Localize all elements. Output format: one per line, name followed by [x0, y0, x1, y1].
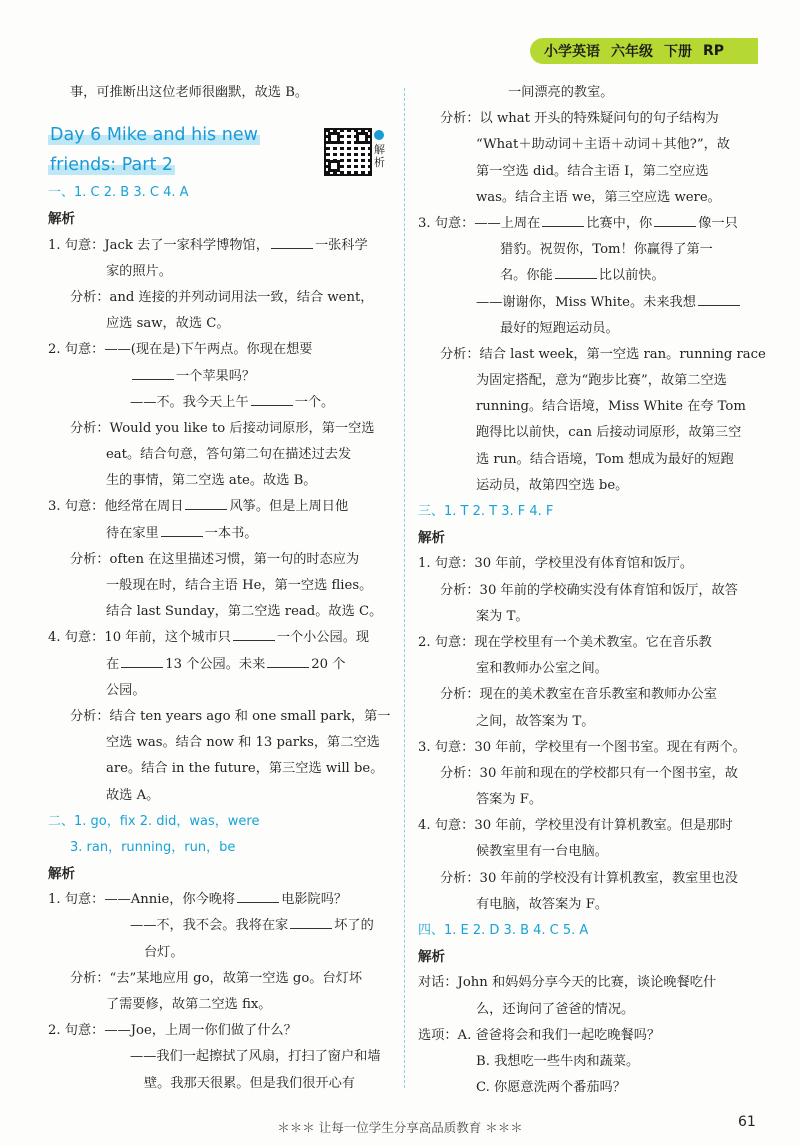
- jiexi-heading-4: 解析: [418, 949, 445, 966]
- q3-line2: 待在家里 一本书。: [48, 521, 408, 547]
- t3-analysis-2: 答案为 F。: [476, 792, 543, 808]
- qr-label: 解析: [374, 130, 388, 169]
- p1-line3: 台灯。: [144, 944, 184, 960]
- p3-line1: 3. 句意：——上周在 比赛中，你 像一只: [418, 211, 778, 237]
- q2-line2: 一个苹果吗？: [48, 364, 408, 390]
- right-column: [418, 80, 778, 1101]
- q3-analysis-2: 一般现在时，结合主语 He，第一空选 flies。: [106, 578, 373, 593]
- q4-analysis-3: are。结合 in the future，第三空选 will be。: [106, 761, 384, 777]
- p1-line1: 1. 句意：——Annie，你今晚将 电影院吗？: [48, 887, 408, 913]
- t2-line1: 2. 句意：现在学校里有一个美术教室。它在音乐教: [418, 634, 712, 650]
- section2-answers-2: 3. ran，running，run，be: [70, 839, 236, 855]
- q2-line1: 2. 句意：——(现在是)下午两点。你现在想要: [48, 342, 313, 358]
- qr-code-icon[interactable]: [324, 128, 372, 176]
- option-b: B. 我想吃一些牛肉和蔬菜。: [476, 1053, 640, 1069]
- q4-analysis-2: 空选 was。结合 now 和 13 parks，第二空选: [106, 735, 380, 751]
- t4-analysis-1: 分析：30 年前的学校没有计算机教室，教室里也没: [440, 870, 738, 886]
- q2-analysis-1: 分析：Would you like to 后接动词原形，第一空选: [70, 420, 375, 436]
- play-icon: [374, 130, 384, 140]
- jiexi-heading-3: 解析: [418, 530, 445, 547]
- p3-line5: 最好的短跑运动员。: [500, 320, 619, 336]
- section3-answers: 三、1. T 2. T 3. F 4. F: [418, 504, 554, 519]
- t1-analysis-1: 分析：30 年前的学校确实没有体育馆和饭厅，故答: [440, 582, 738, 598]
- p2-analysis-3: 第一空选 did。结合主语 I，第二空应选: [476, 163, 709, 179]
- q4-line2: 在 13 个公园。未来 20 个: [48, 652, 408, 678]
- q4-analysis-4: 故选 A。: [106, 787, 160, 803]
- footer-slogan: ＊＊＊ 让每一位学生分享高品质教育 ＊＊＊: [277, 1120, 523, 1135]
- p3-line3: 名。你能 比以前快。: [418, 263, 778, 289]
- t2-analysis-1: 分析：现在的美术教室在音乐教室和教师办公室: [440, 687, 717, 703]
- jiexi-heading: 解析: [48, 211, 75, 228]
- p3-analysis-2: 为固定搭配，意为“跑步比赛”，故第二空选: [476, 373, 727, 389]
- t2-analysis-2: 之间，故答案为 T。: [476, 713, 595, 729]
- p3-analysis-1: 分析：结合 last week，第一空选 ran。running race: [440, 346, 766, 362]
- t1-analysis-2: 案为 T。: [476, 608, 529, 624]
- p3-analysis-6: 运动员，故第四空选 be。: [476, 477, 629, 493]
- t3-analysis-1: 分析：30 年前和现在的学校都只有一个图书室，故: [440, 765, 738, 781]
- header-volume: 下册: [664, 44, 692, 60]
- section4-answers: 四、1. E 2. D 3. B 4. C 5. A: [418, 923, 589, 938]
- page-number: 61: [738, 1114, 756, 1130]
- p1-analysis-1: 分析：“去”某地应用 go，故第一空选 go。台灯坏: [70, 970, 363, 986]
- day-title-line1: Day 6 Mike and his new: [50, 125, 258, 146]
- q4-line3: 公园。: [106, 682, 146, 698]
- q3-analysis-3: 结合 last Sunday，第二空选 read。故选 C。: [106, 604, 383, 620]
- p1-line2: ——不，我不会。我将在家 坏了的: [48, 913, 408, 939]
- p2-analysis-2: “What＋助动词＋主语＋动词＋其他?”，故: [476, 137, 730, 153]
- t2-line2: 室和教师办公室之间。: [476, 661, 608, 677]
- p2-analysis-4: was。结合主语 we，第三空应选 were。: [476, 189, 721, 205]
- header-grade: 六年级: [611, 44, 653, 60]
- q1-analysis-2: 应选 saw，故选 C。: [106, 316, 230, 332]
- dialog-line1: 对话：John 和妈妈分享今天的比赛，谈论晚餐吃什: [418, 975, 717, 991]
- day-title-line2: friends: Part 2: [50, 155, 174, 176]
- p3-line4: ——谢谢你，Miss White。未来我想: [418, 290, 778, 316]
- q4-analysis-1: 分析：结合 ten years ago 和 one small park，第一: [70, 708, 391, 724]
- p2-analysis-1: 分析：以 what 开头的特殊疑问句的句子结构为: [440, 111, 719, 127]
- jiexi-heading-2: 解析: [48, 866, 75, 883]
- t4-line1: 4. 句意：30 年前，学校里没有计算机教室。但是那时: [418, 818, 733, 834]
- header-bar: [530, 38, 758, 64]
- header-subject: 小学英语: [544, 44, 600, 60]
- p2-line1: 2. 句意：——Joe，上周一你们做了什么？: [48, 1023, 297, 1039]
- t4-analysis-2: 有电脑，故答案为 F。: [476, 896, 609, 912]
- option-a: 选项：A. 爸爸将会和我们一起吃晚餐吗？: [418, 1027, 661, 1043]
- section1-answers: 一、1. C 2. B 3. C 4. A: [48, 185, 189, 201]
- right-carry-line: 一间漂亮的教室。: [508, 85, 614, 100]
- p3-line2: 猎豹。祝贺你，Tom！你赢得了第一: [500, 242, 713, 258]
- q2-analysis-2: eat。结合句意，答句第二句在描述过去发: [106, 447, 352, 463]
- q1-line2: 家的照片。: [106, 263, 172, 279]
- t1-line: 1. 句意：30 年前，学校里没有体育馆和饭厅。: [418, 556, 694, 572]
- p2-line2: ——我们一起擦拭了风扇，打扫了窗户和墙: [130, 1049, 381, 1065]
- q1-line1: 1. 句意：Jack 去了一家科学博物馆， 一张科学: [48, 233, 408, 259]
- section2-answers-1: 二、1. go，fix 2. did，was，were: [48, 813, 260, 829]
- q2-analysis-3: 生的事情，第二空选 ate。故选 B。: [106, 473, 317, 489]
- dialog-line2: 么，还询问了爸爸的情况。: [476, 1001, 635, 1017]
- p3-analysis-5: 选 run。结合语境，Tom 想成为最好的短跑: [476, 451, 734, 467]
- q2-line3: ——不。我今天上午 一个。: [48, 390, 408, 416]
- q4-line1: 4. 句意：10 年前，这个城市只 一个小公园。现: [48, 625, 408, 651]
- p3-analysis-4: 跑得比以前快，can 后接动词原形，故第三空: [476, 425, 742, 441]
- q1-analysis-1: 分析：and 连接的并列动词用法一致，结合 went，: [70, 289, 374, 305]
- p1-analysis-2: 了需要修，故第二空选 fix。: [106, 997, 272, 1012]
- header-edition: RP: [703, 43, 725, 59]
- t3-line: 3. 句意：30 年前，学校里有一个图书室。现在有两个。: [418, 739, 746, 755]
- t4-line2: 候教室里有一台电脑。: [476, 844, 608, 860]
- option-c: C. 你愿意洗两个番茄吗？: [476, 1080, 626, 1096]
- qr-code-block[interactable]: [324, 128, 390, 180]
- left-column: [48, 80, 408, 1097]
- q3-analysis-1: 分析：often 在这里描述习惯，第一句的时态应为: [70, 551, 360, 567]
- carry-line: 事，可推断出这位老师很幽默，故选 B。: [70, 85, 309, 100]
- p2-line3: 壁。我那天很累。但是我们很开心有: [144, 1075, 355, 1091]
- p3-analysis-3: running。结合语境，Miss White 在夸 Tom: [476, 399, 746, 415]
- q3-line1: 3. 句意：他经常在周日 风筝。但是上周日他: [48, 494, 408, 520]
